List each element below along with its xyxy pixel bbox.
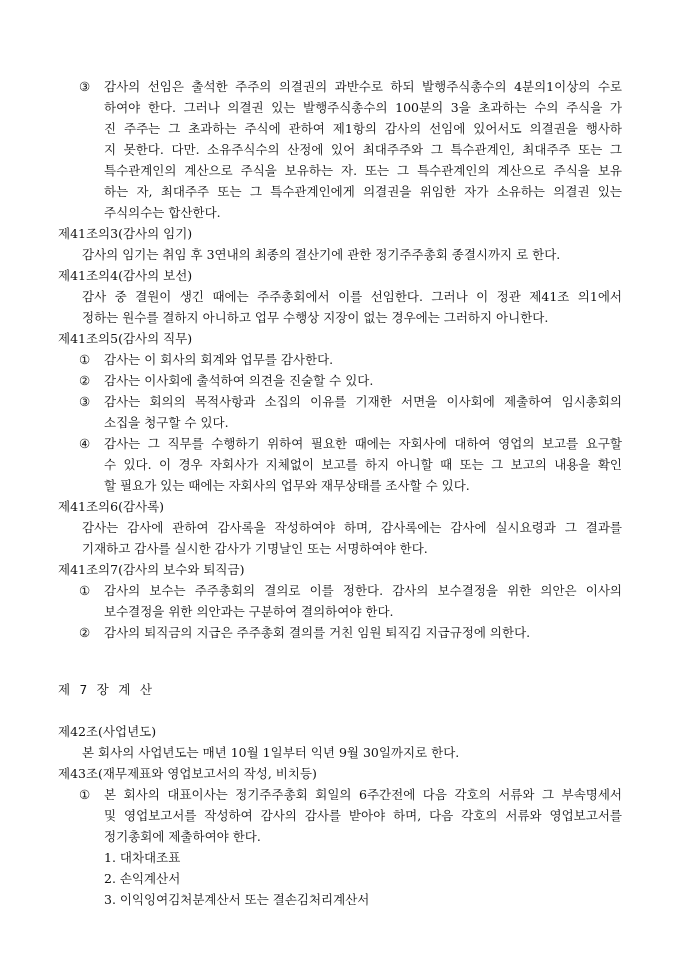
clause-number: ③ [79,79,91,94]
body-line: 감사의 선임은 출석한 주주의 의결권의 과반수로 하되 발행주식총수의 4분의1이상의 수로 [104,79,622,94]
body-line: 및 영업보고서를 작성하여 감사의 감사를 받아야 하며, 다음 각호의 서류와 영업보고서를 [104,808,622,823]
chapter-heading: 제 7 장 계 산 [58,682,153,697]
article-heading: 제43조(재무제표와 영업보고서의 작성, 비치등) [58,766,317,781]
body-line: 진 주주는 그 초과하는 주식에 관하여 제1항의 감사의 선임에 있어서도 의결권을 행사하 [104,121,622,136]
body-line: 하여야 한다. 그러나 의결권 있는 발행주식총수의 100분의 3을 초과하는 수의 주식을 가 [104,100,622,115]
body-line: 본 회사의 대표이사는 정기주주총회 회일의 6주간전에 다음 각호의 서류와 그 부속명세서 [104,787,622,802]
body-line: 감사는 회의의 목적사항과 소집의 이유를 기재한 서면을 이사회에 제출하여 임시총회의 [104,394,622,409]
body-line: 정하는 원수를 결하지 아니하고 업무 수행상 지장이 없는 경우에는 그러하지 아니한다. [82,310,549,325]
body-line: 감사는 이사회에 출석하여 의견을 진술할 수 있다. [104,373,374,388]
article-heading: 제41조의4(감사의 보선) [58,268,193,283]
article-heading: 제41조의3(감사의 임기) [58,226,193,241]
article-heading: 제41조의5(감사의 직무) [58,331,193,346]
body-line: 특수관계인의 계산으로 주식을 보유하는 자. 또는 그 특수관계인의 계산으로 주식을 보유 [104,163,622,178]
clause-number: ③ [79,394,91,409]
body-line: 지 못한다. 다만. 소유주식수의 산정에 있어 최대주주와 그 특수관계인, 최대주주 또는 그 [104,142,622,157]
body-line: 감사는 그 직무를 수행하기 위하여 필요한 때에는 자회사에 대하여 영업의 보고를 요구할 [104,436,622,451]
body-line: 감사 중 결원이 생긴 때에는 주주총회에서 이를 선임한다. 그러나 이 정관 제41조 의1에서 [82,289,622,304]
body-line: 감사의 퇴직금의 지급은 주주총회 결의를 거친 임원 퇴직김 지급규정에 의한다. [104,625,531,640]
article-heading: 제42조(사업년도) [58,724,157,739]
list-item: 1. 대차대조표 [104,850,181,865]
list-item: 3. 이익잉여김처분계산서 또는 결손김처리계산서 [104,892,370,907]
body-line: 주식의수는 합산한다. [104,205,221,220]
clause-number: ① [79,583,91,598]
clause-number: ② [79,625,91,640]
body-line: 할 필요가 있는 때에는 자회사의 업무와 재무상태를 조사할 수 있다. [104,478,470,493]
clause-number: ① [79,787,91,802]
body-line: 감사는 이 회사의 회계와 업무를 감사한다. [104,352,334,367]
body-line: 감사의 보수는 주주총회의 결의로 이를 정한다. 감사의 보수결정을 위한 의안은 이사의 [104,583,622,598]
clause-number: ① [79,352,91,367]
body-line: 소집을 청구할 수 있다. [104,415,229,430]
body-line: 감사는 감사에 관하여 감사록을 작성하여야 하며, 감사록에는 감사에 실시요령과 그 결과를 [82,520,622,535]
body-line: 하는 자, 최대주주 또는 그 특수관계인에게 의결권을 위임한 자가 소유하는 의결권 있는 [104,184,622,199]
body-line: 수 있다. 이 경우 자회사가 지체없이 보고를 하지 아니할 때 또는 그 보고의 내용을 확인 [104,457,622,472]
body-line: 본 회사의 사업년도는 매년 10월 1일부터 익년 9월 30일까지로 한다. [82,745,460,760]
body-line: 기재하고 감사를 실시한 감사가 기명날인 또는 서명하여야 한다. [82,541,428,556]
body-line: 보수결정을 위한 의안과는 구분하여 결의하여야 한다. [104,604,394,619]
clause-number: ④ [79,436,91,451]
clause-number: ② [79,373,91,388]
body-line: 정기총회에 제출하여야 한다. [104,829,261,844]
article-heading: 제41조의7(감사의 보수와 퇴직금) [58,562,245,577]
body-line: 감사의 임기는 취임 후 3연내의 최종의 결산기에 관한 정기주주총회 종결시까지 로 한다. [82,247,561,262]
list-item: 2. 손익계산서 [104,871,181,886]
article-heading: 제41조의6(감사록) [58,499,165,514]
